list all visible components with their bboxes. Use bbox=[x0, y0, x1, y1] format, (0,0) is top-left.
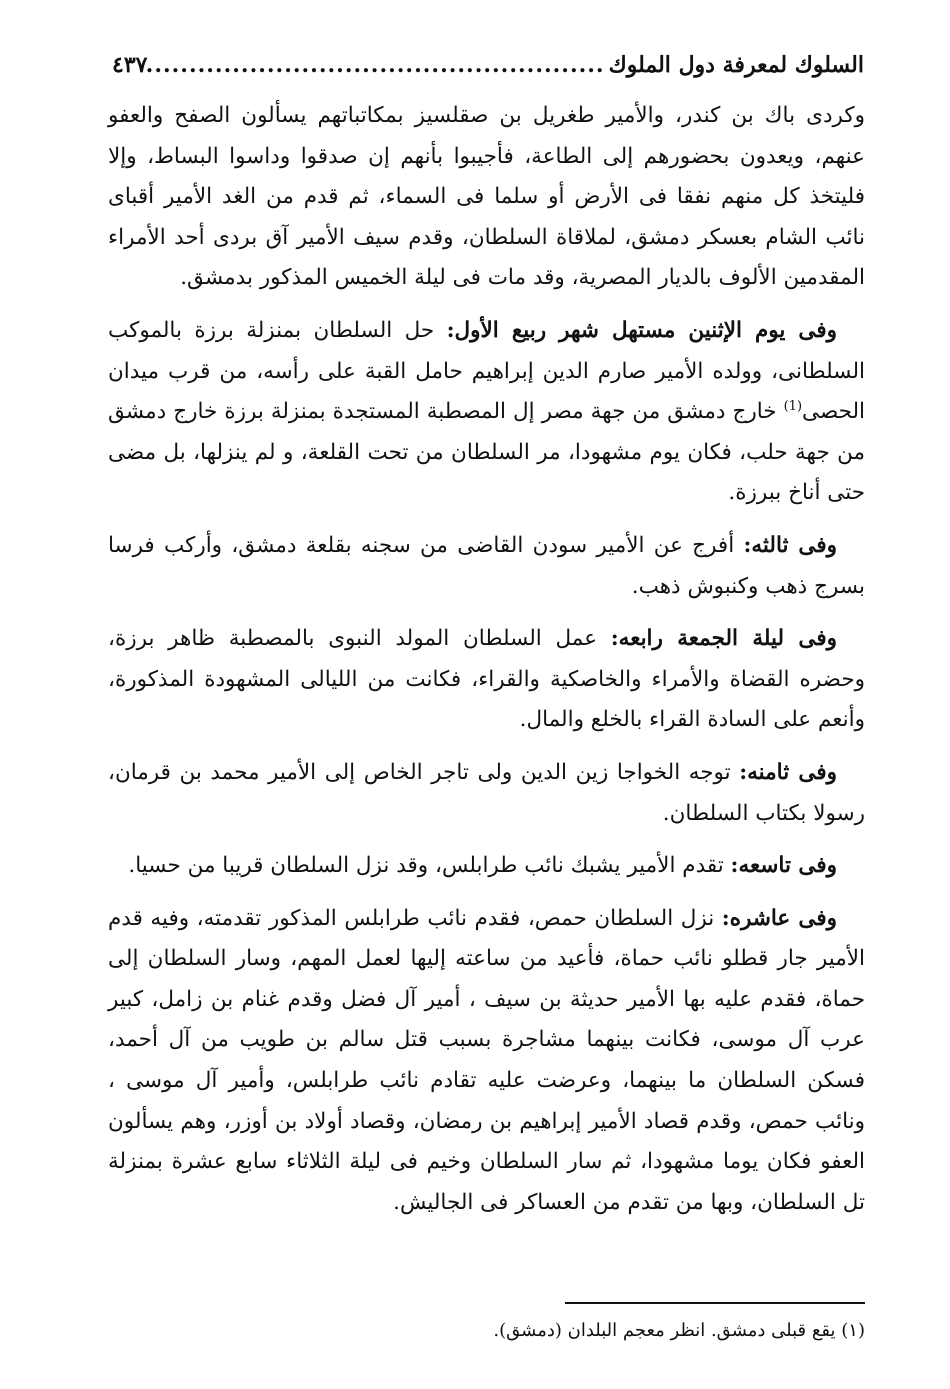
page-number: ٤٣٧ bbox=[112, 52, 148, 78]
paragraph-text: خارج دمشق من جهة مصر إل المصطبة المستجدة بمنزلة برزة خارج دمشق من جهة حلب، فكان يوم مشهودا، مر السلطان من تحت القلعة، و لم ينزلها، بل مضى حتى أناخ ببرزة. bbox=[108, 399, 865, 506]
paragraph bbox=[108, 526, 865, 607]
paragraph bbox=[108, 96, 865, 299]
paragraph-text: تقدم الأمير يشبك نائب طرابلس، وقد نزل السلطان قريبا من حسيا. bbox=[128, 853, 731, 879]
paragraph-text: أفرج عن الأمير سودن القاضى من سجنه بقلعة دمشق، وأركب فرسا بسرج ذهب وكنبوش ذهب. bbox=[108, 532, 865, 599]
footnote: (١) يقع قبلى دمشق. انظر معجم البلدان (دمشق). bbox=[493, 1320, 865, 1341]
paragraph-text: عمل السلطان المولد النبوى بالمصطبة ظاهر برزة، وحضره القضاة والأمراء والخاصكية والقراء، فكانت من الليالى المشهودة المذكورة، وأنعم على السادة القراء بالخلع والمال. bbox=[108, 626, 865, 733]
paragraph bbox=[108, 311, 865, 514]
paragraph-lead: وفى عاشره: bbox=[721, 905, 838, 931]
paragraph bbox=[108, 619, 865, 741]
main-text bbox=[108, 96, 865, 1235]
footnote-separator bbox=[565, 1302, 865, 1304]
paragraph-text: حل السلطان بمنزلة برزة بالموكب السلطانى، وولده الأمير صارم الدين إبراهيم حامل القبة على رأسه، من قرب ميدان الحصى bbox=[108, 317, 865, 425]
paragraph-text: وكردى باك بن كندر، والأمير طغريل بن صقلسيز بمكاتباتهم يسألون الصفح والعفو عنهم، ويعدون بحضورهم إلى الطاعة، فأجيبوا بأنهم إن صدقوا وداسوا البساط، وإلا فليتخذ كل منهم نفقا فى الأرض أو سلما فى السماء، ثم قدم من الغد الأمير أقباى نائب الشام بعسكر دمشق، لملاقاة السلطان، وقدم سيف الأمير آق بردى أحد الأمراء المقدمين الألوف بالديار المصرية، وقد مات فى ليلة الخميس المذكور بدمشق. bbox=[108, 103, 865, 291]
paragraph bbox=[108, 899, 865, 1224]
leader-dots bbox=[147, 52, 608, 78]
paragraph-lead: وفى ثالثه: bbox=[743, 532, 837, 558]
running-header bbox=[112, 52, 864, 78]
paragraph-lead: وفى ثامنه: bbox=[739, 759, 837, 785]
paragraph-text: توجه الخواجا زين الدين ولى تاجر الخاص إلى الأمير محمد بن قرمان، رسولا بكتاب السلطان. bbox=[108, 759, 865, 826]
paragraph-lead: وفى تاسعه: bbox=[730, 853, 837, 879]
paragraph bbox=[108, 753, 865, 834]
paragraph-lead: وفى ليلة الجمعة رابعه: bbox=[610, 626, 837, 652]
paragraph-text: نزل السلطان حمص، فقدم نائب طرابلس المذكور تقدمته، وفيه قدم الأمير جار قطلو نائب حماة، فأعيد من ساعته إليها لعمل المهم، وسار السلطان إلى حماة، فقدم عليه بها الأمير حديثة بن سيف ، أمير آل فضل وقدم غنام بن زامل، كبير عرب آل موسى، فكانت بينهما مشاجرة بسبب قتل سالم بن طويب من آل أحمد، فسكن السلطان ما بينهما، وعرضت عليه تقادم نائب طرابلس، وأمير آل موسى ، ونائب حمص، وقدم قصاد الأمير إبراهيم بن رمضان، وقصاد أولاد بن أوزر، وهم يسألون العفو فكان يوما مشهودا، ثم سار السلطان وخيم فى ليلة الثلاثاء سابع عشرة بمنزلة تل السلطان، وبها من تقدم من العساكر فى الجاليش. bbox=[108, 905, 865, 1215]
paragraph bbox=[108, 846, 865, 887]
book-title: السلوك لمعرفة دول الملوك bbox=[608, 52, 864, 78]
paragraph-lead: وفى يوم الإثنين مستهل شهر ربيع الأول: bbox=[446, 317, 837, 343]
footnote-marker: (1) bbox=[783, 399, 803, 414]
